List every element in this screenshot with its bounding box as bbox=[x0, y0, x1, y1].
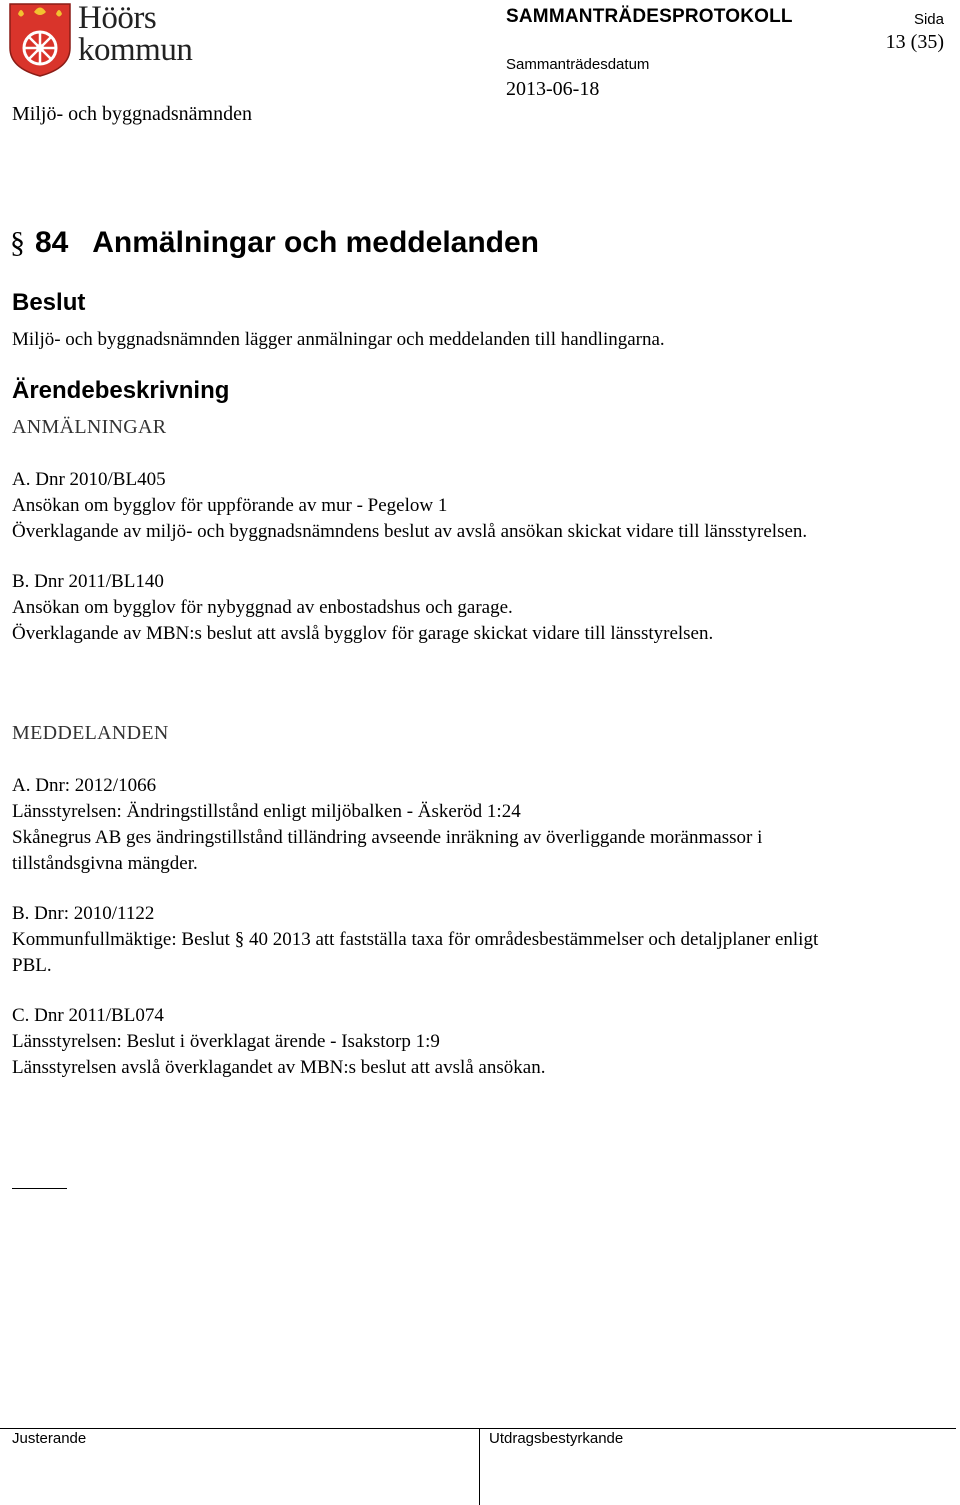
beslut-text: Miljö- och byggnadsnämnden lägger anmälningar och meddelanden till handlingarna. bbox=[12, 329, 665, 350]
anmalningar-label: ANMÄLNINGAR bbox=[12, 416, 167, 438]
meddelande-b-line: PBL. bbox=[12, 955, 52, 976]
committee-name: Miljö- och byggnadsnämnden bbox=[12, 103, 252, 125]
document-type: SAMMANTRÄDESPROTOKOLL bbox=[506, 6, 793, 27]
section-title-text: 84 Anmälningar och meddelanden bbox=[35, 226, 539, 259]
anmalan-a-dnr: A. Dnr 2010/BL405 bbox=[12, 469, 166, 490]
municipality-name-line2: kommun bbox=[78, 32, 193, 68]
meeting-date: 2013-06-18 bbox=[506, 78, 600, 100]
meddelande-c-line: Länsstyrelsen avslå överklagandet av MBN:s beslut att avslå ansökan. bbox=[12, 1057, 546, 1078]
municipality-name-line1: Höörs bbox=[78, 0, 157, 36]
meddelande-b-line: Kommunfullmäktige: Beslut § 40 2013 att fastställa taxa för områdesbestämmelser och detaljplaner enligt bbox=[12, 929, 819, 950]
anmalan-a-line: Överklagande av miljö- och byggnadsnämndens beslut av avslå ansökan skickat vidare till länsstyrelsen. bbox=[12, 521, 808, 542]
meddelande-a-line: Länsstyrelsen: Ändringstillstånd enligt miljöbalken - Äskeröd 1:24 bbox=[12, 801, 521, 822]
beslut-heading: Beslut bbox=[12, 289, 86, 316]
page-number: 13 (35) bbox=[885, 31, 944, 53]
meeting-date-label: Sammanträdesdatum bbox=[506, 56, 650, 73]
meddelanden-label: MEDDELANDEN bbox=[12, 722, 169, 744]
footer-column-divider bbox=[479, 1428, 480, 1505]
section-title bbox=[10, 226, 539, 260]
footer-utdragsbestyrkande-label: Utdragsbestyrkande bbox=[489, 1430, 624, 1447]
footer-justerande-label: Justerande bbox=[12, 1430, 87, 1447]
meddelande-a-line: tillståndsgivna mängder. bbox=[12, 853, 198, 874]
anmalan-b-dnr: B. Dnr 2011/BL140 bbox=[12, 571, 164, 592]
page-label: Sida bbox=[913, 11, 944, 28]
meddelande-b-dnr: B. Dnr: 2010/1122 bbox=[12, 903, 155, 924]
municipality-logo-icon bbox=[8, 2, 72, 78]
anmalan-a-line: Ansökan om bygglov för uppförande av mur - Pegelow 1 bbox=[12, 495, 448, 516]
footer-divider bbox=[0, 1428, 956, 1429]
meddelande-a-line: Skånegrus AB ges ändringstillstånd tilländring avseende inräkning av överliggande moränmassor i bbox=[12, 827, 763, 848]
meddelande-c-dnr: C. Dnr 2011/BL074 bbox=[12, 1005, 164, 1026]
anmalan-b-line: Ansökan om bygglov för nybyggnad av enbostadshus och garage. bbox=[12, 597, 513, 618]
meddelande-c-line: Länsstyrelsen: Beslut i överklagat ärende - Isakstorp 1:9 bbox=[12, 1031, 440, 1052]
paragraph-symbol: § bbox=[10, 226, 25, 259]
arende-heading: Ärendebeskrivning bbox=[12, 377, 230, 404]
end-rule bbox=[12, 1188, 67, 1189]
meddelande-a-dnr: A. Dnr: 2012/1066 bbox=[12, 775, 157, 796]
anmalan-b-line: Överklagande av MBN:s beslut att avslå bygglov för garage skickat vidare till länsstyrelsen. bbox=[12, 623, 714, 644]
